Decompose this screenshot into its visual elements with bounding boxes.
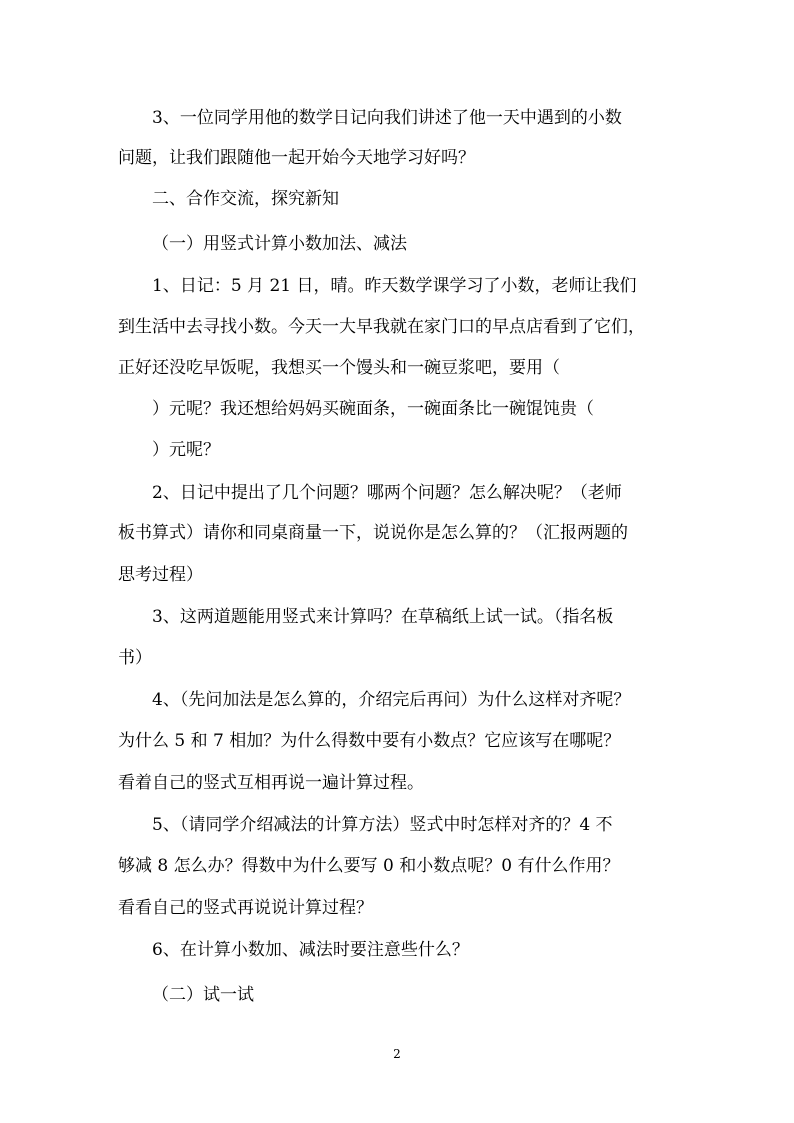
- text-line: ）元呢？我还想给妈妈买碗面条，一碗面条比一碗馄饨贵（: [152, 399, 594, 419]
- text-line: 1、日记：5 月 21 日，晴。昨天数学课学习了小数，老师让我们: [152, 276, 637, 296]
- text-line: 板书算式）请你和同桌商量一下，说说你是怎么算的？（汇报两题的: [118, 523, 628, 543]
- text-line: 书）: [118, 648, 152, 668]
- text-line: 3、一位同学用他的数学日记向我们讲述了他一天中遇到的小数: [152, 108, 622, 128]
- section-heading: 二、合作交流，探究新知: [152, 189, 339, 209]
- text-line: 2、日记中提出了几个问题？哪两个问题？怎么解决呢？（老师: [152, 483, 622, 503]
- text-line: 6、在计算小数加、减法时要注意些什么？: [152, 940, 469, 960]
- text-line: 到生活中去寻找小数。今天一大早我就在家门口的早点店看到了它们，: [118, 317, 645, 337]
- subsection-heading: （二）试一试: [152, 985, 254, 1005]
- text-line: ）元呢？: [152, 440, 220, 460]
- text-line: 思考过程）: [118, 565, 203, 585]
- text-line: 看着自己的竖式互相再说一遍计算过程。: [118, 773, 424, 793]
- text-line: 够减 8 怎么办？得数中为什么要写 0 和小数点呢？0 有什么作用？: [118, 856, 620, 876]
- text-line: 问题，让我们跟随他一起开始今天地学习好吗？: [118, 148, 475, 168]
- text-line: 5、（请同学介绍减法的计算方法）竖式中时怎样对齐的？4 不: [152, 815, 613, 835]
- text-line: 3、这两道题能用竖式来计算吗？在草稿纸上试一试。（指名板: [152, 607, 614, 627]
- subsection-heading: （一）用竖式计算小数加法、减法: [152, 234, 407, 254]
- text-line: 为什么 5 和 7 相加？为什么得数中要有小数点？它应该写在哪呢？: [118, 731, 621, 751]
- text-line: 正好还没吃早饭呢，我想买一个馒头和一碗豆浆吧，要用（: [118, 358, 560, 378]
- text-line: 看看自己的竖式再说说计算过程？: [118, 898, 373, 918]
- text-line: 4、（先问加法是怎么算的，介绍完后再问）为什么这样对齐呢？: [152, 690, 631, 710]
- page-number: 2: [393, 1047, 401, 1061]
